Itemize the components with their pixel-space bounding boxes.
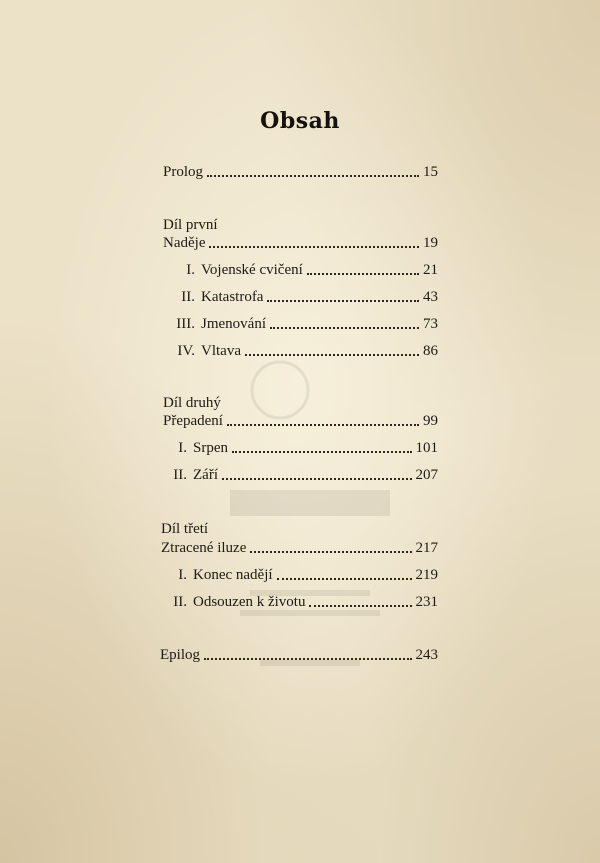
dot-leader: [307, 269, 419, 275]
toc-entry-chapter: [161, 593, 438, 611]
toc-entry-label: Konec nadějí: [193, 567, 273, 583]
toc-entry-chapter: [161, 566, 438, 584]
dot-leader: [309, 601, 411, 607]
dot-leader: [270, 323, 419, 329]
toc-page-number: 21: [423, 262, 438, 278]
toc-page-number: 86: [423, 343, 438, 359]
chapter-numeral: IV.: [177, 343, 195, 359]
toc-page-number: 207: [415, 467, 438, 483]
dot-leader: [207, 171, 419, 177]
chapter-numeral: I.: [186, 262, 195, 278]
chapter-numeral: I.: [178, 567, 187, 583]
chapter-numeral: III.: [176, 316, 195, 332]
part-heading: Díl druhý: [163, 395, 221, 411]
toc-entry-chapter: [163, 261, 438, 279]
toc-entry-chapter: [163, 288, 438, 306]
toc-entry-chapter: [163, 315, 438, 333]
dot-leader: [277, 574, 412, 580]
toc-entry-label: Naděje: [163, 235, 206, 251]
chapter-numeral: II.: [173, 594, 187, 610]
toc-entry-label: Jmenování: [201, 316, 266, 332]
dot-leader: [245, 350, 419, 356]
toc-entry-label: Katastrofa: [201, 289, 264, 305]
toc-page-number: 73: [423, 316, 438, 332]
dot-leader: [222, 474, 412, 480]
toc-entry-label: Odsouzen k životu: [193, 594, 306, 610]
dot-leader: [204, 654, 412, 660]
part-heading: Díl první: [163, 217, 218, 233]
dot-leader: [209, 242, 419, 248]
page-title: Obsah: [260, 108, 340, 134]
toc-page-number: 19: [423, 235, 438, 251]
toc-entry-label: Vojenské cvičení: [201, 262, 303, 278]
chapter-numeral: I.: [178, 440, 187, 456]
toc-entry-label: Ztracené iluze: [161, 540, 247, 556]
toc-entry-label: Přepadení: [163, 413, 223, 429]
toc-entry-label: Prolog: [163, 164, 204, 180]
toc-page-number: 99: [423, 413, 438, 429]
toc-entry-label: Epilog: [160, 647, 200, 663]
toc-entry-chapter: [163, 466, 438, 484]
toc-entry-label: Srpen: [193, 440, 228, 456]
toc-entry-part-title: [163, 234, 438, 252]
chapter-numeral: II.: [173, 467, 187, 483]
dot-leader: [250, 547, 411, 553]
toc-page-number: 243: [415, 647, 438, 663]
toc-page-number: 219: [415, 567, 438, 583]
chapter-numeral: II.: [181, 289, 195, 305]
toc-page-number: 217: [415, 540, 438, 556]
toc-entry-epilog: [160, 646, 438, 664]
dot-leader: [267, 296, 419, 302]
toc-entry-chapter: [163, 439, 438, 457]
toc-page-number: 231: [415, 594, 438, 610]
part-heading: Díl třetí: [161, 521, 209, 537]
toc-page-number: 15: [423, 164, 438, 180]
toc-entry-chapter: [163, 342, 438, 360]
dot-leader: [232, 447, 412, 453]
toc-entry-label: Září: [193, 467, 218, 483]
toc-page-number: 43: [423, 289, 438, 305]
dot-leader: [227, 420, 419, 426]
toc-entry-label: Vltava: [201, 343, 241, 359]
toc-page-number: 101: [415, 440, 438, 456]
toc-entry-part-title: [161, 539, 438, 557]
toc-entry-prolog: [163, 163, 438, 181]
toc-entry-part-title: [163, 412, 438, 430]
